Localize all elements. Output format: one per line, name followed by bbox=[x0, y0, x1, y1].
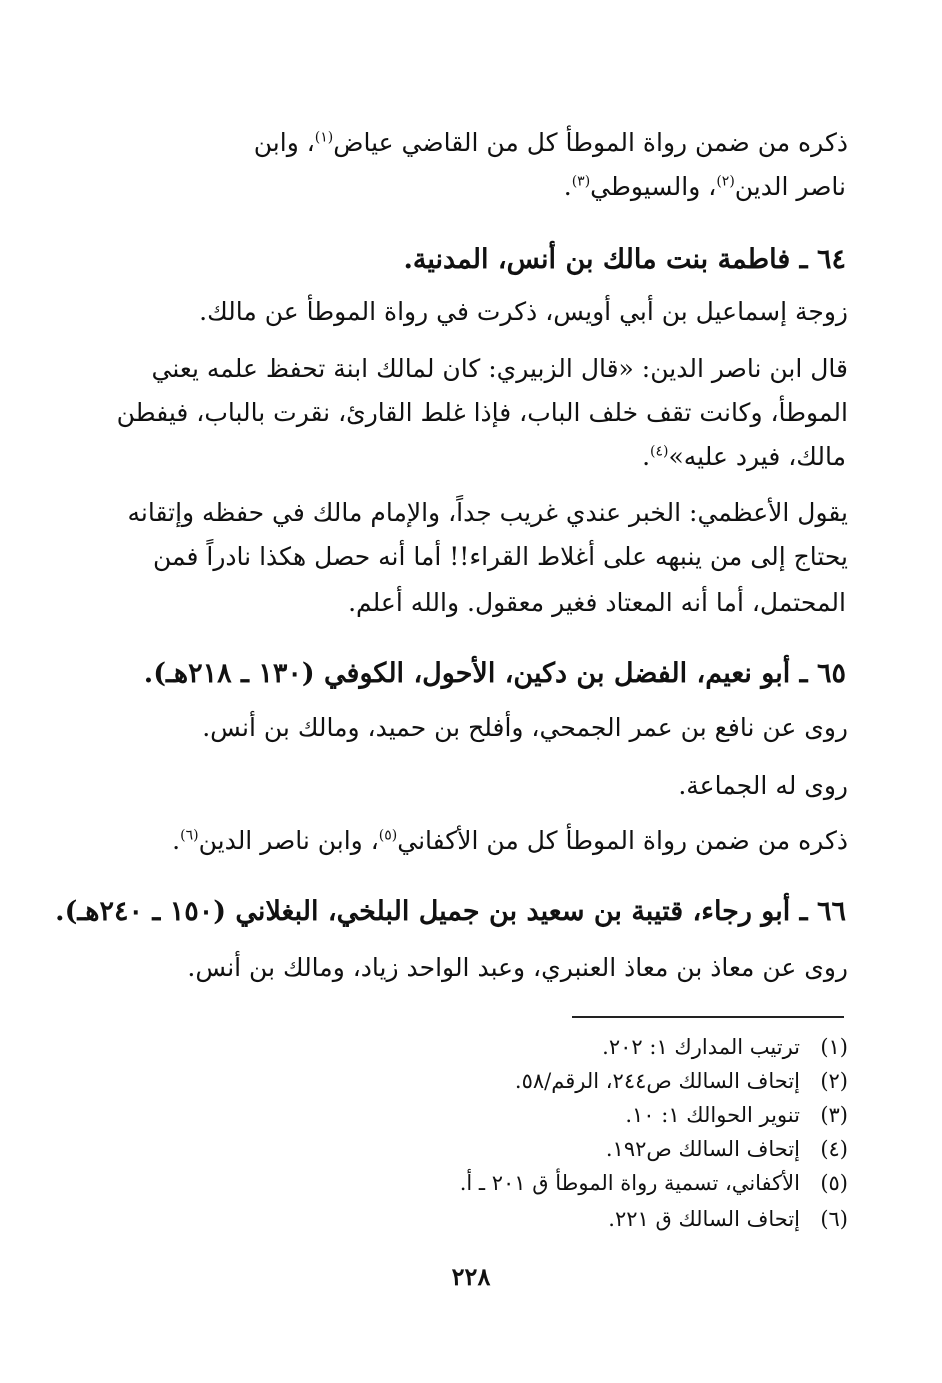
page-number: ٢٢٨ bbox=[451, 1262, 491, 1291]
entry63-line1 bbox=[88, 126, 848, 160]
entry65-paragraph1: روى عن نافع بن عمر الجمحي، وأفلح بن حميد، ومالك بن أنس. bbox=[202, 713, 848, 742]
entry64-paragraph3-line3: المحتمل، أما أنه المعتاد فغير معقول. والله أعلم. bbox=[348, 588, 846, 617]
entry66-heading: ٦٦ ـ أبو رجاء، قتيبة بن سعيد بن جميل البلخي، البغلاني (١٥٠ ـ ٢٤٠هـ). bbox=[55, 896, 846, 927]
entry64-paragraph2-line1: قال ابن ناصر الدين: «قال الزبيري: كان لمالك ابنة تحفظ علمه يعني bbox=[151, 354, 848, 383]
footnote-number: (١) bbox=[820, 1035, 848, 1059]
text-run: . bbox=[642, 442, 651, 471]
text-run: ذكره من ضمن رواة الموطأ كل من الأكفاني bbox=[397, 826, 848, 855]
entry64-paragraph3-line1: يقول الأعظمي: الخبر عندي غريب جداً، والإمام مالك في حفظه وإتقانه bbox=[127, 498, 848, 527]
footnote-text: إتحاف السالك ص٢٤٤، الرقم/٥٨. bbox=[514, 1069, 800, 1093]
text-run: . bbox=[563, 172, 572, 201]
footnote-ref[interactable]: (٦) bbox=[180, 827, 199, 844]
footnote-number: (٤) bbox=[820, 1137, 848, 1161]
footnote-ref[interactable]: (١) bbox=[314, 129, 334, 146]
footnote-number: (٢) bbox=[820, 1069, 848, 1093]
entry63-line2 bbox=[564, 170, 846, 204]
entry66-paragraph1: روى عن معاذ بن معاذ العنبري، وعبد الواحد زياد، ومالك بن أنس. bbox=[187, 953, 848, 982]
footnote-text: الأكفاني، تسمية رواة الموطأ ق ٢٠١ ـ أ. bbox=[459, 1171, 800, 1195]
footnote-text: ترتيب المدارك ١: ٢٠٢. bbox=[602, 1035, 800, 1059]
footnote-number: (٣) bbox=[820, 1103, 848, 1127]
footnote-ref[interactable]: (٤) bbox=[650, 443, 669, 460]
footnote-ref[interactable]: (٥) bbox=[378, 827, 398, 844]
entry65-heading: ٦٥ ـ أبو نعيم، الفضل بن دكين، الأحول، الكوفي (١٣٠ ـ ٢١٨هـ). bbox=[143, 658, 846, 689]
entry64-paragraph1: زوجة إسماعيل بن أبي أويس، ذكرت في رواة الموطأ عن مالك. bbox=[199, 297, 848, 326]
entry65-paragraph3 bbox=[172, 824, 848, 858]
entry64-paragraph3-line2: يحتاج إلى من ينبهه على أغلاط القراء!! أما أنه حصل هكذا نادراً فمن bbox=[153, 542, 848, 571]
footnote-text: إتحاف السالك ص١٩٢. bbox=[605, 1137, 800, 1161]
text-run: ذكره من ضمن رواة الموطأ كل من القاضي عياض bbox=[333, 128, 848, 157]
footnote-text: تنوير الحوالك ١: ١٠. bbox=[625, 1103, 800, 1127]
footnote-4 bbox=[606, 1134, 848, 1164]
footnote-text: إتحاف السالك ق ٢٢١. bbox=[608, 1207, 800, 1231]
footnote-number: (٦) bbox=[820, 1207, 848, 1231]
text-run: مالك، فيرد عليه» bbox=[668, 442, 846, 471]
text-run: ، وابن ناصر الدين bbox=[198, 826, 379, 855]
footnote-ref[interactable]: (٣) bbox=[571, 173, 591, 190]
entry64-heading: ٦٤ ـ فاطمة بنت مالك بن أنس، المدنية. bbox=[403, 244, 846, 275]
footnote-divider bbox=[572, 1016, 844, 1018]
footnote-ref[interactable]: (٢) bbox=[716, 173, 735, 190]
text-run: . bbox=[172, 826, 181, 855]
footnote-number: (٥) bbox=[820, 1171, 848, 1195]
footnote-6 bbox=[608, 1204, 848, 1234]
footnote-3 bbox=[625, 1100, 848, 1130]
entry64-paragraph2-line2: الموطأ، وكانت تقف خلف الباب، فإذا غلط القارئ، نقرت بالباب، فيفطن bbox=[116, 398, 848, 427]
footnote-5 bbox=[460, 1168, 848, 1198]
text-run: ، والسيوطي bbox=[590, 172, 717, 201]
text-run: ، وابن bbox=[253, 128, 315, 157]
footnote-1 bbox=[602, 1032, 848, 1062]
entry64-paragraph2-line3 bbox=[642, 440, 846, 474]
entry65-paragraph2: روى له الجماعة. bbox=[678, 771, 848, 800]
footnote-2 bbox=[515, 1066, 848, 1096]
text-run: ناصر الدين bbox=[734, 172, 846, 201]
